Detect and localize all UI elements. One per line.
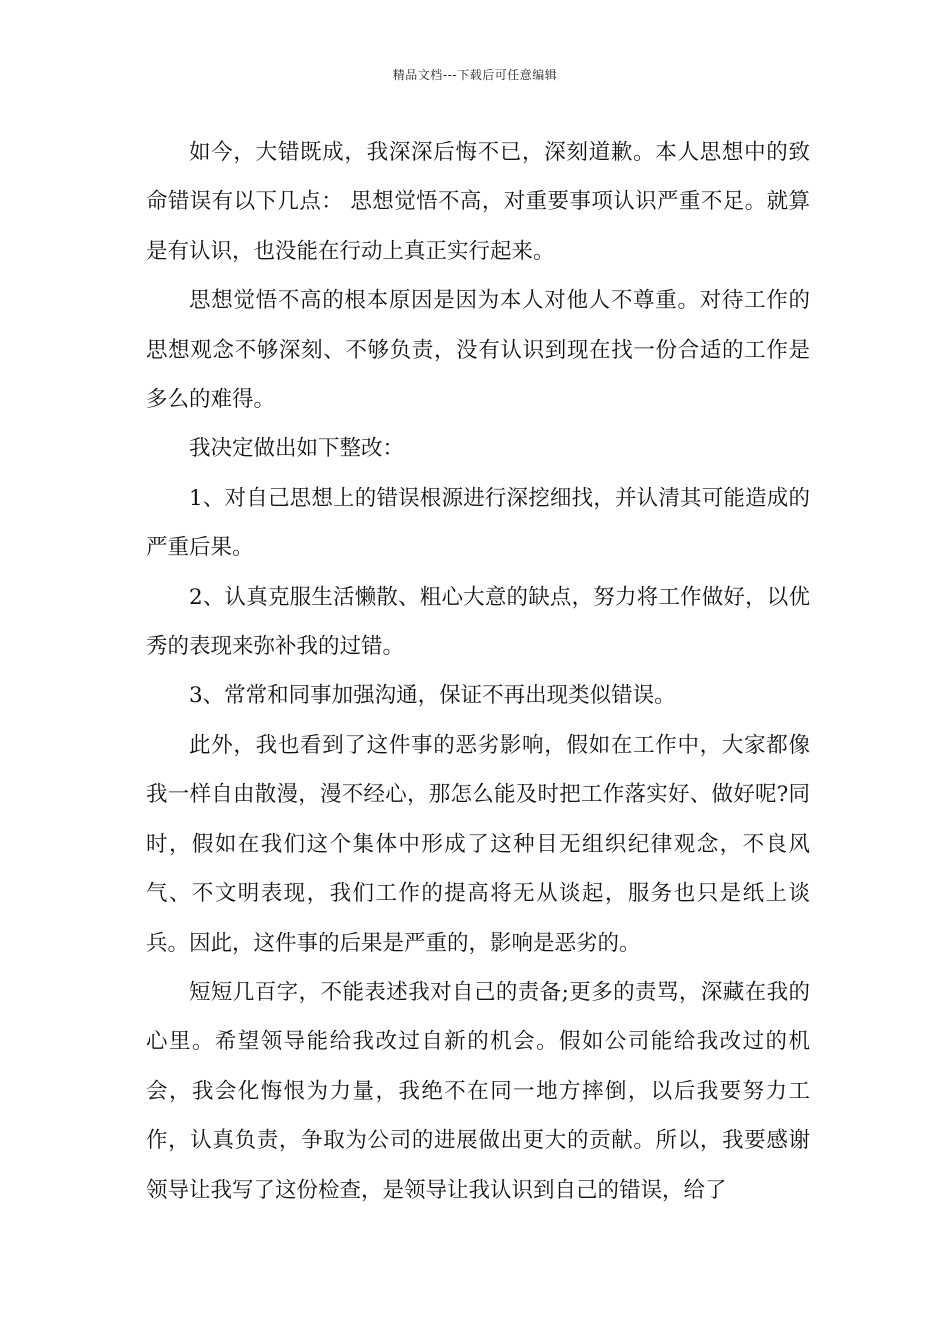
paragraph-1: 如今，大错既成，我深深后悔不已，深刻道歉。本人思想中的致命错误有以下几点： 思想觉悟不高，对重要事项认识严重不足。就算是有认识，也没能在行动上真正实行起来。	[146, 140, 810, 264]
paragraph-3: 我决定做出如下整改：	[189, 436, 405, 462]
paragraph-7: 此外，我也看到了这件事的恶劣影响，假如在工作中，大家都像我一样自由散漫，漫不经心，那怎么能及时把工作落实好、做好呢?同时，假如在我们这个集体中形成了这种目无组织纪律观念，不良风气、不文明表现，我们工作的提高将无从谈起，服务也只是纸上谈兵。因此，这件事的后果是严重的，影响是恶劣的。	[146, 732, 810, 956]
paragraph-8: 短短几百字，不能表述我对自己的责备;更多的责骂，深藏在我的心里。希望领导能给我改过自新的机会。假如公司能给我改过的机会，我会化悔恨为力量，我绝不在同一地方摔倒，以后我要努力工作，认真负责，争取为公司的进展做出更大的贡献。所以，我要感谢领导让我写了这份检查，是领导让我认识到自己的错误，给了	[146, 979, 810, 1203]
paragraph-4: 1、对自己思想上的错误根源进行深挖细找，并认清其可能造成的严重后果。	[146, 485, 810, 561]
paragraph-6: 3、常常和同事加强沟通，保证不再出现类似错误。	[189, 683, 676, 709]
page-header: 精品文档---下载后可任意编辑	[392, 68, 558, 82]
paragraph-2: 思想觉悟不高的根本原因是因为本人对他人不尊重。对待工作的思想观念不够深刻、不够负责，没有认识到现在找一份合适的工作是多么的难得。	[146, 288, 810, 413]
document-body	[146, 128, 810, 1215]
paragraph-5: 2、认真克服生活懒散、粗心大意的缺点，努力将工作做好，以优秀的表现来弥补我的过错。	[146, 584, 810, 660]
